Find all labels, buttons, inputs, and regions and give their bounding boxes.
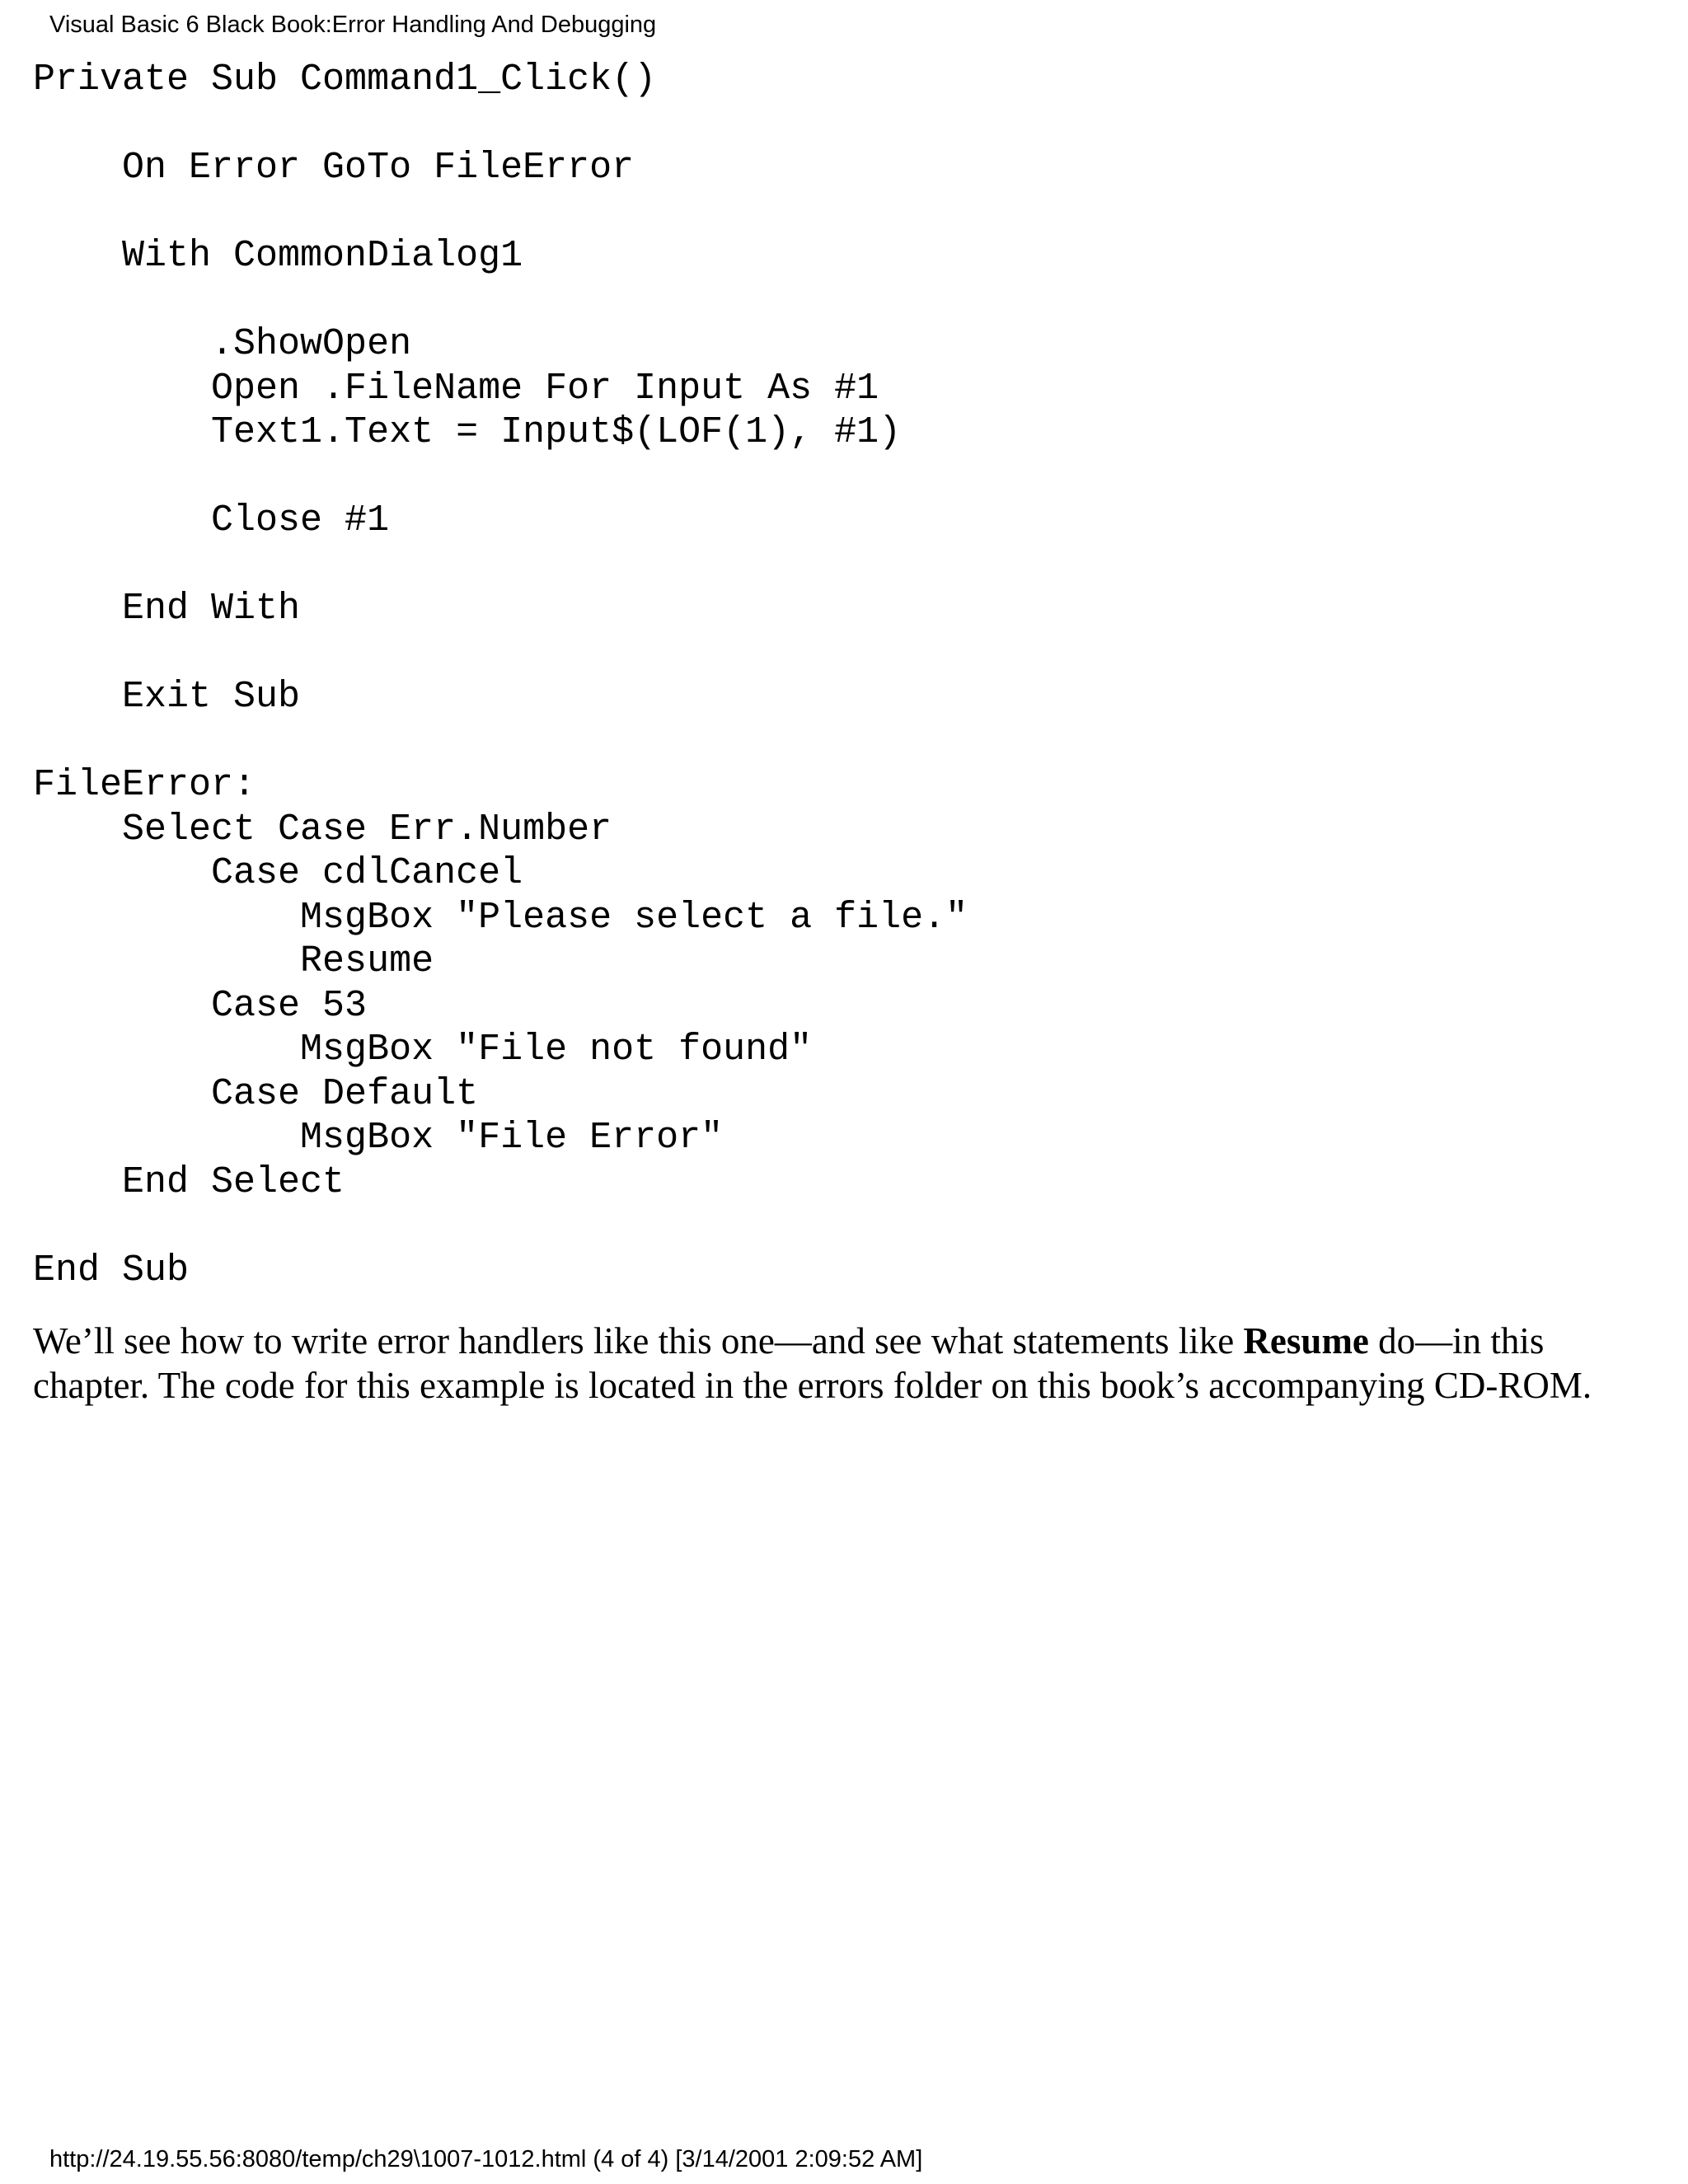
code-line: Case Default <box>33 1072 479 1115</box>
code-line <box>33 1204 968 1249</box>
body-paragraph <box>33 1319 1665 1408</box>
code-line: Text1.Text = Input$(LOF(1), #1) <box>33 411 902 453</box>
code-line <box>33 631 968 676</box>
code-line: FileError: <box>33 764 256 806</box>
code-line: MsgBox "File not found" <box>33 1029 813 1071</box>
code-line: MsgBox "File Error" <box>33 1117 724 1159</box>
code-line <box>33 279 968 323</box>
code-line: Exit Sub <box>33 676 301 718</box>
code-line: Close #1 <box>33 499 390 541</box>
resume-keyword: Resume <box>1243 1320 1369 1361</box>
paragraph-text-before: We’ll see how to write error handlers like this one—and see what statements like <box>33 1320 1244 1361</box>
page-header: Visual Basic 6 Black Book:Error Handling And Debugging <box>49 12 657 38</box>
code-line <box>33 543 968 588</box>
code-line: Case 53 <box>33 984 368 1027</box>
code-line <box>33 455 968 499</box>
code-line: Open .FileName For Input As #1 <box>33 367 879 410</box>
code-line <box>33 719 968 764</box>
code-line: Case cdlCancel <box>33 852 523 894</box>
code-line: End Select <box>33 1160 345 1203</box>
code-line: On Error GoTo FileError <box>33 147 635 189</box>
paragraph-text-after: do—in this chapter. The code for this example is located in the errors folder on this book’s accompanying CD-ROM. <box>33 1320 1592 1406</box>
code-line: End Sub <box>33 1249 190 1291</box>
code-line: MsgBox "Please select a file." <box>33 896 968 939</box>
code-line: Resume <box>33 940 434 982</box>
code-line: Private Sub Command1_Click() <box>33 59 657 101</box>
code-line: Select Case Err.Number <box>33 808 612 851</box>
code-line: End With <box>33 588 301 630</box>
code-line: .ShowOpen <box>33 323 412 365</box>
code-listing <box>33 58 968 1337</box>
page-footer-url: http://24.19.55.56:8080/temp/ch29\1007-1012.html (4 of 4) [3/14/2001 2:09:52 AM] <box>49 2146 923 2172</box>
code-line: With CommonDialog1 <box>33 235 523 277</box>
code-line <box>33 102 968 147</box>
code-line <box>33 190 968 235</box>
